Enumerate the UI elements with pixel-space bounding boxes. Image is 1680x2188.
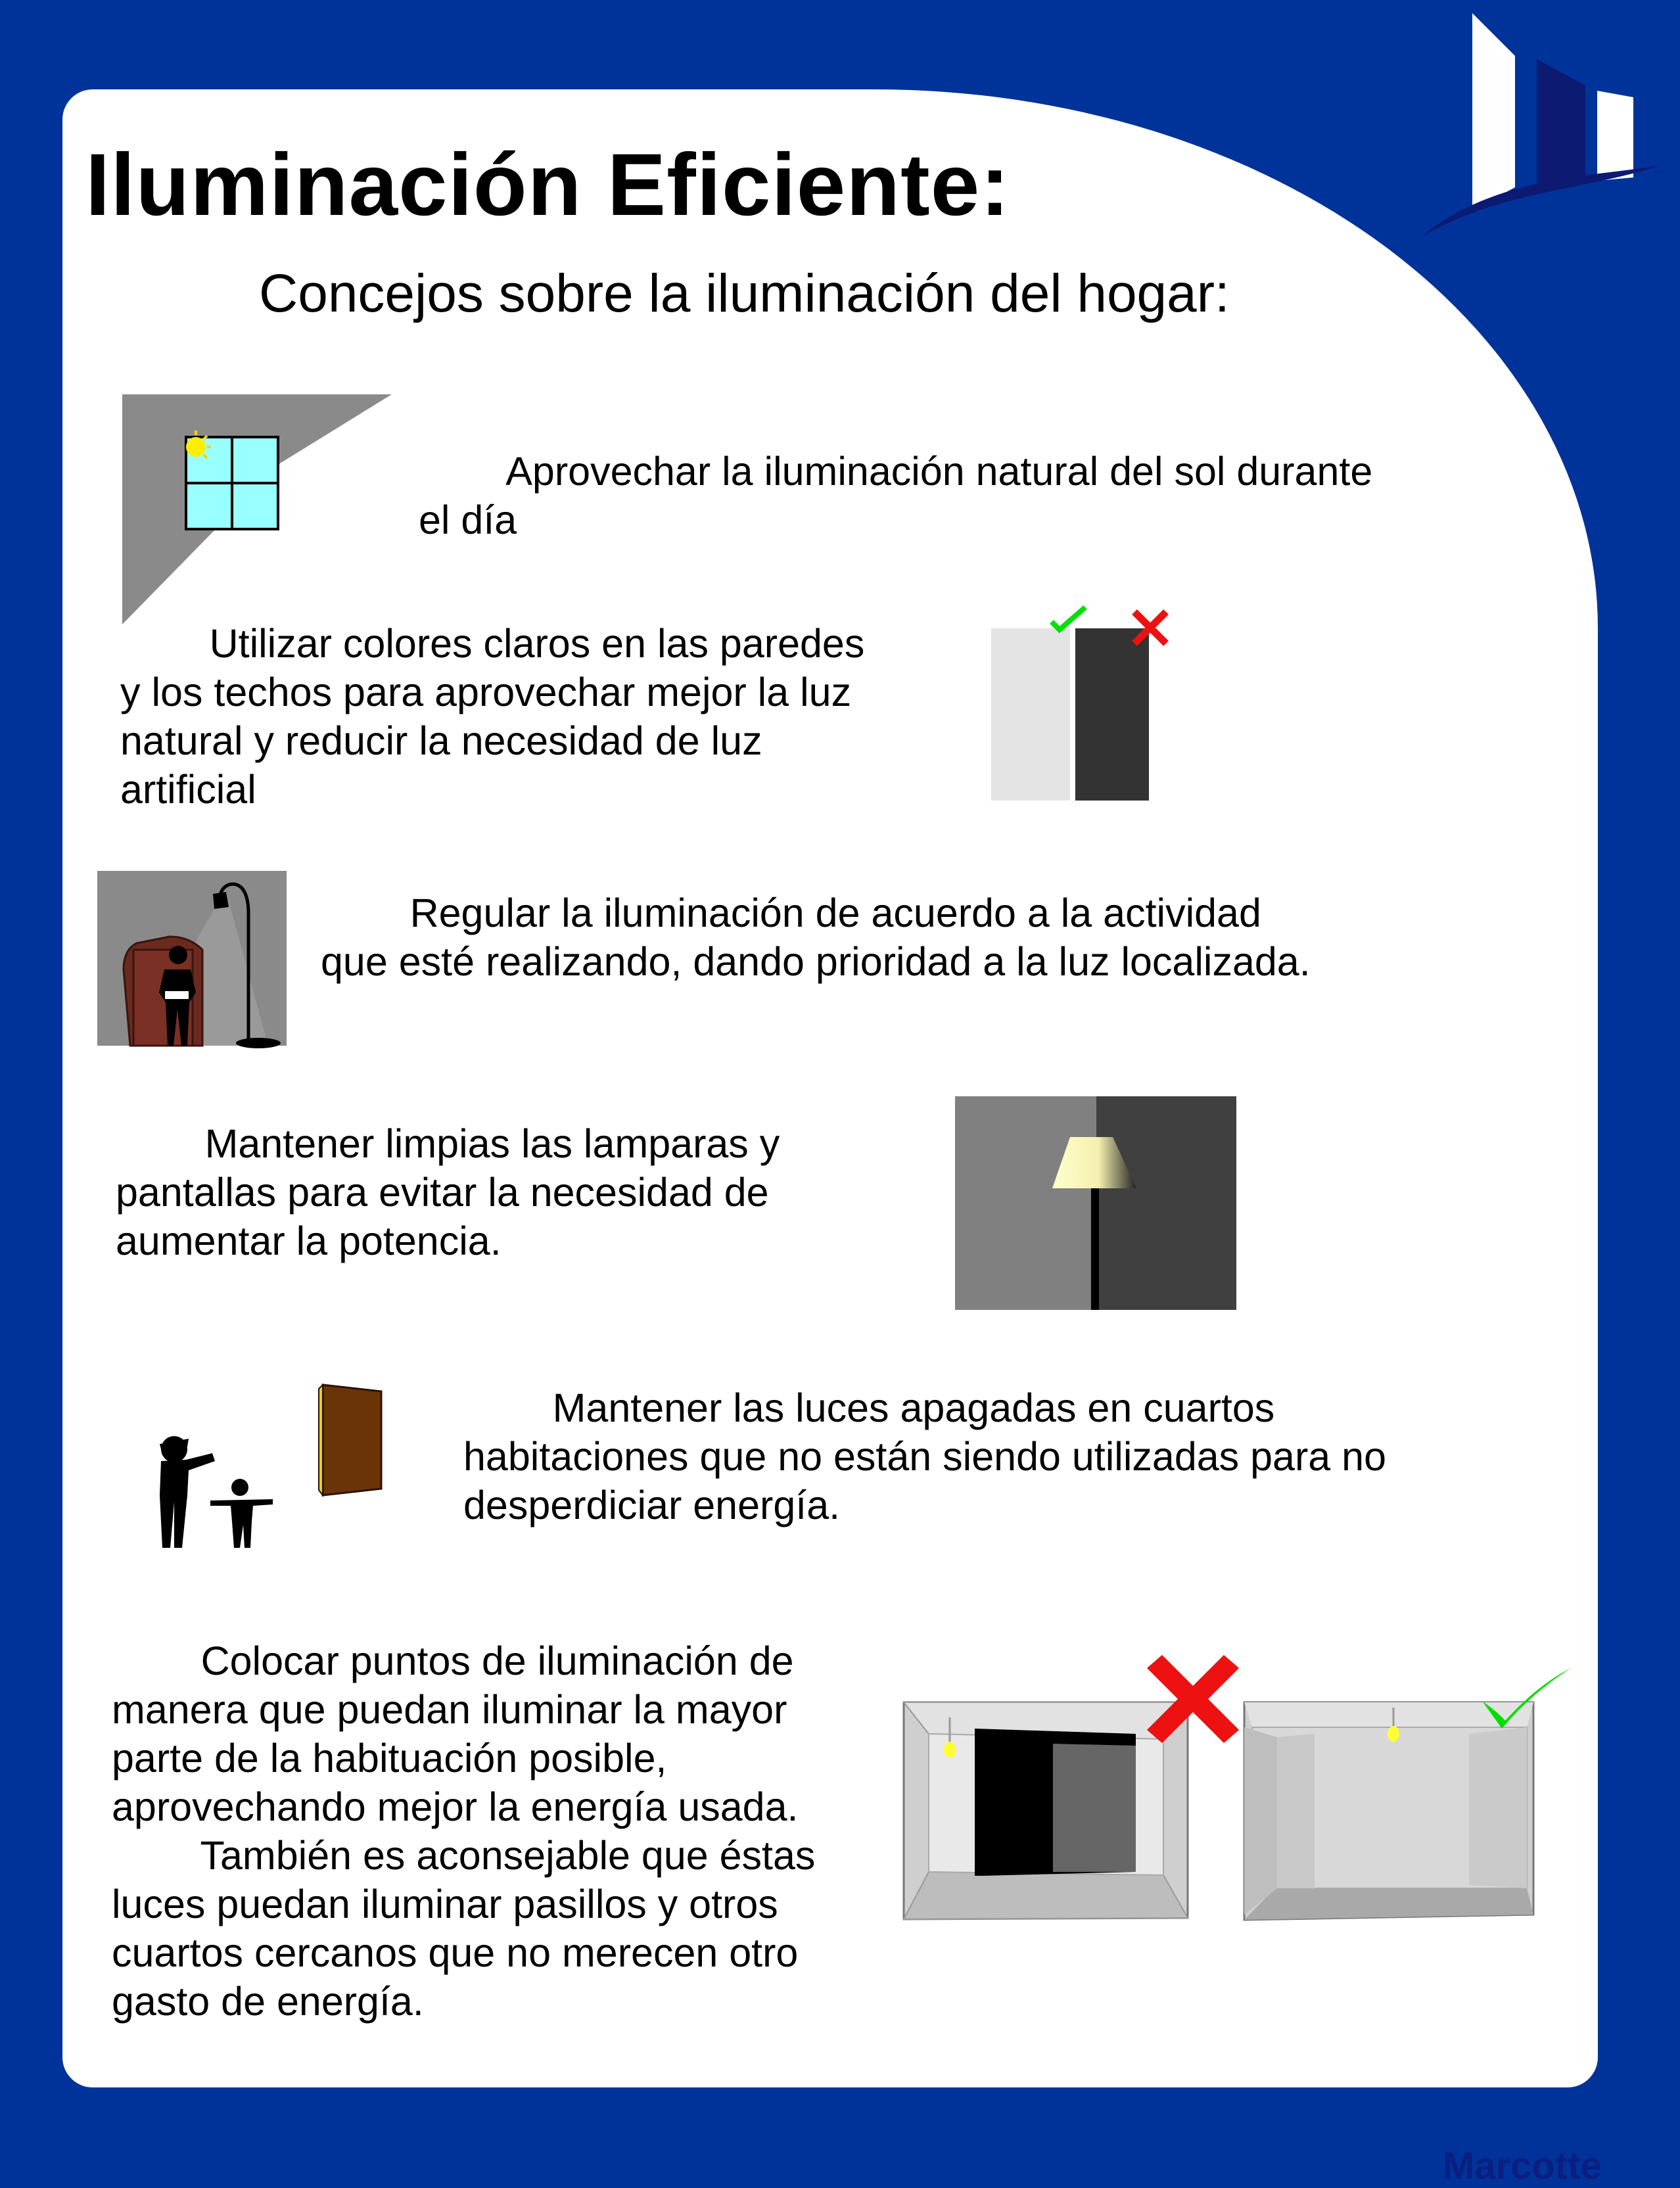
room-lighting-comparison-icon bbox=[904, 1655, 1581, 1926]
tip-3-text bbox=[321, 889, 1311, 986]
tip-4-text bbox=[116, 1119, 780, 1265]
tip-line: manera que puedan iluminar la mayor bbox=[112, 1687, 787, 1732]
tip-line: Regular la iluminación de acuerdo a la actividad bbox=[321, 891, 1261, 935]
tip-line: cuartos cercanos que no merecen otro bbox=[112, 1930, 799, 1975]
tip-line: Colocar puntos de iluminación de bbox=[112, 1639, 794, 1683]
tip-line: y los techos para aprovechar mejor la luz bbox=[120, 670, 852, 714]
tip-line: Mantener las luces apagadas en cuartos bbox=[463, 1385, 1275, 1430]
brand-footer: Marcotte bbox=[1443, 2145, 1602, 2187]
page-subtitle: Concejos sobre la iluminación del hogar: bbox=[259, 264, 1230, 323]
tip-line: Aprovechar la iluminación natural del sol durante bbox=[419, 449, 1373, 494]
tip-line: que esté realizando, dando prioridad a la luz localizada. bbox=[321, 939, 1311, 984]
tip-line: parte de la habituación posible, bbox=[112, 1736, 667, 1781]
tip-line: gasto de energía. bbox=[112, 1979, 424, 2024]
tip-1-text bbox=[419, 447, 1372, 544]
check-icon bbox=[1052, 607, 1085, 630]
tip-2-text bbox=[120, 619, 864, 814]
good-room-icon bbox=[1244, 1702, 1533, 1920]
tip-6-text bbox=[112, 1637, 815, 2026]
light-vs-dark-wall-icon bbox=[991, 602, 1172, 806]
tip-5-text bbox=[463, 1384, 1386, 1529]
tip-line: pantallas para evitar la necesidad de bbox=[116, 1170, 769, 1215]
cross-icon bbox=[1147, 1655, 1239, 1743]
tip-line: aumentar la potencia. bbox=[116, 1219, 502, 1263]
tip-line: desperdiciar energía. bbox=[463, 1483, 841, 1527]
tip-line: aprovechando mejor la energía usada. bbox=[112, 1784, 799, 1829]
floor-lamp-icon bbox=[955, 1096, 1236, 1310]
people-door-icon bbox=[148, 1384, 401, 1548]
tip-line: habitaciones que no están siendo utilizadas para no bbox=[463, 1434, 1387, 1479]
page-title: Iluminación Eficiente: bbox=[85, 136, 1010, 234]
tip-line: el día bbox=[419, 498, 517, 542]
tip-line: También es aconsejable que éstas bbox=[112, 1833, 816, 1878]
logo-icon bbox=[1413, 13, 1663, 240]
window-sun-icon bbox=[122, 394, 395, 624]
tip-line: luces puedan iluminar pasillos y otros bbox=[112, 1882, 778, 1926]
bad-room-icon bbox=[904, 1702, 1188, 1919]
reading-lamp-armchair-icon bbox=[97, 871, 288, 1048]
tip-line: Mantener limpias las lamparas y bbox=[116, 1121, 780, 1166]
tip-line: natural y reducir la necesidad de luz bbox=[120, 718, 762, 763]
tip-line: artificial bbox=[120, 767, 256, 812]
tip-line: Utilizar colores claros en las paredes bbox=[120, 621, 865, 666]
cross-icon bbox=[1134, 612, 1166, 643]
